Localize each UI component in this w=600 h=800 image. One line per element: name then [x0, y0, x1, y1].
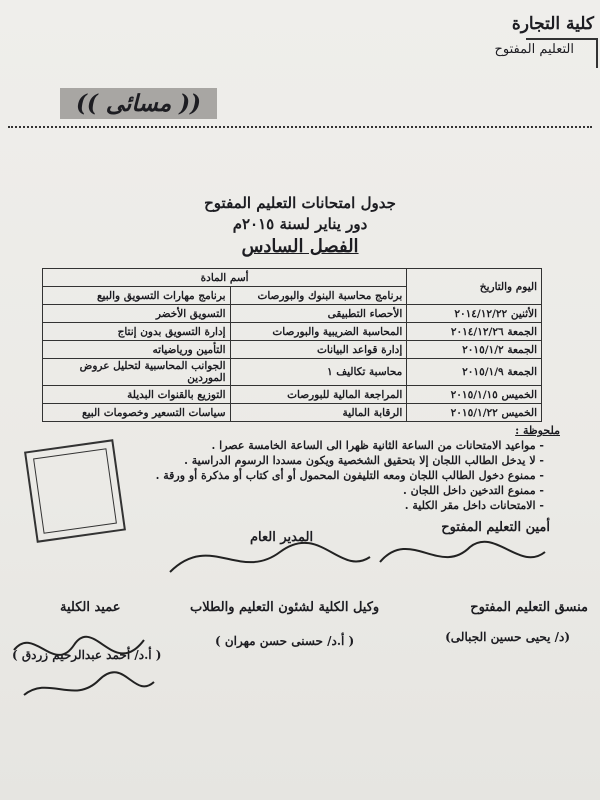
- table-row: [43, 305, 542, 323]
- row-program-b: إدارة التسويق بدون إنتاج: [43, 323, 231, 341]
- row-program-a: الأحصاء التطبيقى: [230, 305, 407, 323]
- row-date: الخميس ٢٠١٥/١/١٥: [407, 386, 542, 404]
- subject-column-header: أسم المادة: [43, 269, 407, 287]
- dean-signature: [4, 620, 164, 710]
- notes-heading: ملحوظة :: [515, 424, 560, 437]
- coordinator-label: منسق التعليم المفتوح: [470, 600, 588, 615]
- row-program-a: المراجعة المالية للبورصات: [230, 386, 407, 404]
- table-row: [43, 323, 542, 341]
- note-item: - ممنوع دخول الطالب اللجان ومعه التليفون المحمول أو أى كتاب أو مذكرة أو ورقة .: [60, 469, 544, 482]
- note-item: - مواعيد الامتحانات من الساعة الثانية ظهرا الى الساعة الخامسة عصرا .: [60, 439, 544, 452]
- table-row: [43, 359, 542, 386]
- letterhead: [444, 8, 594, 57]
- table-header-row: [43, 269, 542, 287]
- notes-list: [60, 439, 560, 512]
- note-item: - ممنوع التدخين داخل اللجان .: [60, 484, 544, 497]
- official-stamp: [24, 439, 126, 543]
- vice-dean-name: ( أ.د/ حسنى حسن مهران ): [215, 634, 355, 648]
- date-column-header: اليوم والتاريخ: [407, 269, 542, 305]
- row-date: الأثنين ٢٠١٤/١٢/٢٢: [407, 305, 542, 323]
- row-date: الجمعة ٢٠١٤/١٢/٢٦: [407, 323, 542, 341]
- table-row: [43, 404, 542, 422]
- coordinator-name: (د/ يحيى حسين الجبالى): [445, 630, 570, 644]
- row-date: الخميس ٢٠١٥/١/٢٢: [407, 404, 542, 422]
- row-program-a: محاسبة تكاليف ١: [230, 359, 407, 386]
- semester-title: الفصل السادس: [241, 236, 359, 257]
- program-a-header: برنامج محاسبة البنوك والبورصات: [230, 287, 407, 305]
- signature-scribbles-top: [150, 522, 570, 592]
- row-program-a: الرقابة المالية: [230, 404, 407, 422]
- row-program-a: المحاسبة الضريبية والبورصات: [230, 323, 407, 341]
- dean-label: عميد الكلية: [60, 600, 121, 615]
- row-date: الجمعة ٢٠١٥/١/٩: [407, 359, 542, 386]
- exam-session: دور يناير لسنة ٢٠١٥م: [232, 215, 368, 233]
- notes-section: [60, 424, 560, 514]
- row-program-b: التسويق الأخضر: [43, 305, 231, 323]
- vice-dean-label: وكيل الكلية لشئون التعليم والطلاب: [190, 600, 380, 615]
- evening-tag: (( مسائى )): [60, 88, 217, 119]
- row-program-b: الجوانب المحاسبية لتحليل عروض الموردين: [43, 359, 231, 386]
- row-program-b: التوزيع بالقنوات البديلة: [43, 386, 231, 404]
- row-program-b: التأمين ورياضياته: [43, 341, 231, 359]
- program-b-header: برنامج مهارات التسويق والبيع: [43, 287, 231, 305]
- schedule-title: جدول امتحانات التعليم المفتوح: [204, 194, 396, 212]
- row-date: الجمعة ٢٠١٥/١/٢: [407, 341, 542, 359]
- note-item: - الامتحانات داخل مقر الكلية .: [60, 499, 544, 512]
- general-manager-label: المدير العام: [250, 530, 314, 545]
- faculty-name: كلية التجارة: [511, 14, 594, 34]
- table-row: [43, 341, 542, 359]
- table-row: [43, 386, 542, 404]
- exam-schedule-table: [42, 268, 542, 422]
- dotted-divider: [8, 126, 592, 128]
- dean-name: ( أ.د/ أحمد عبدالرحيم زردق ): [12, 648, 162, 662]
- note-item: - لا يدخل الطالب اللجان إلا بتحقيق الشخصية ويكون مسددا الرسوم الدراسية .: [60, 454, 544, 467]
- row-program-a: إدارة قواعد البيانات: [230, 341, 407, 359]
- secretary-label: أمين التعليم المفتوح: [441, 520, 550, 535]
- row-program-b: سياسات التسعير وخصومات البيع: [43, 404, 231, 422]
- open-education-label: التعليم المفتوح: [494, 42, 574, 57]
